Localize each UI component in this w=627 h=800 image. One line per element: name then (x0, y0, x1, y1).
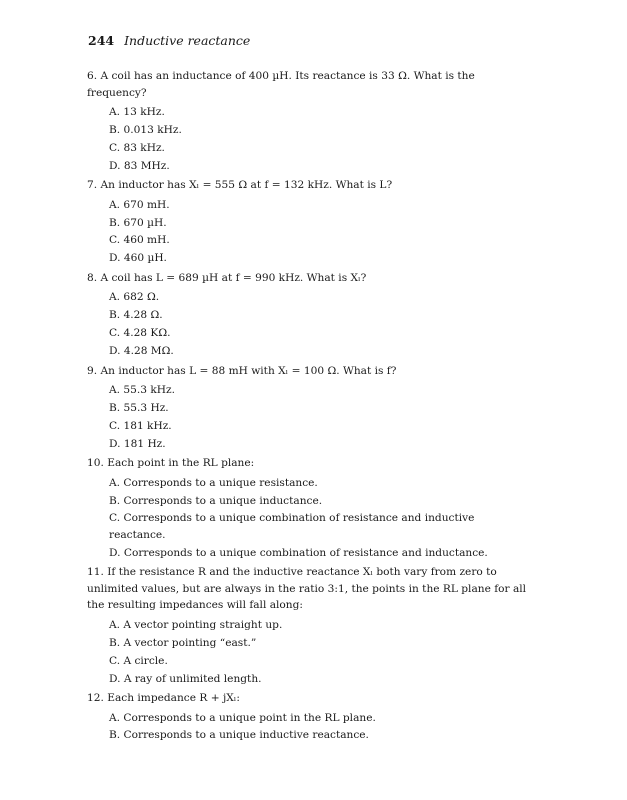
answer-option-a: A. 13 kHz. (109, 106, 165, 118)
answer-option-d: D. 181 Hz. (109, 437, 166, 450)
answer-option-c: C. A circle. (109, 654, 168, 667)
answer-option-c: C. 181 kHz. (109, 419, 172, 432)
question-12 (87, 690, 527, 744)
question-number: 6. (87, 70, 98, 82)
question-stem (87, 68, 527, 101)
answer-option-c: C. 83 kHz. (109, 141, 165, 154)
answer-option-a: A. A vector pointing straight up. (109, 618, 283, 631)
question-10 (87, 455, 527, 561)
running-header (88, 33, 250, 48)
answer-option-b: B. 670 µH. (109, 216, 167, 229)
answer-option-c: C. 460 mH. (109, 234, 170, 247)
question-text: Each point in the RL plane: (107, 457, 255, 470)
question-9 (87, 363, 527, 453)
answer-option-d: D. 4.28 MΩ. (109, 345, 174, 358)
question-text: A coil has L = 689 µH at f = 990 kHz. What is Xₗ? (100, 271, 367, 284)
page-number: 244 (88, 33, 115, 48)
question-text: An inductor has Xₗ = 555 Ω at f = 132 kHz. What is L? (100, 179, 393, 192)
answer-option-a: A. 55.3 kHz. (109, 384, 175, 397)
question-stem (87, 270, 527, 287)
question-text: A coil has an inductance of 400 µH. Its reactance is 33 Ω. What is the frequency? (87, 70, 475, 99)
answer-option-a: A. 670 mH. (109, 198, 170, 211)
question-stem (87, 564, 527, 614)
question-text: If the resistance R and the inductive reactance Xₗ both vary from zero to unlimited values, but are always in the ratio 3:1, the points in the RL plane for all the resulting impedances will fall along: (87, 566, 527, 612)
answer-option-b: B. 55.3 Hz. (109, 401, 169, 414)
answer-option-b: B. Corresponds to a unique inductive reactance. (109, 729, 369, 742)
question-stem (87, 455, 527, 472)
answer-option-c: C. Corresponds to a unique combination of resistance and inductive reactance. (109, 512, 475, 541)
question-8 (87, 270, 527, 360)
answer-option-b: B. A vector pointing “east.” (109, 636, 257, 649)
question-stem (87, 177, 527, 194)
answer-option-c: C. 4.28 KΩ. (109, 327, 171, 340)
question-stem (87, 690, 527, 707)
question-6 (87, 68, 527, 174)
answer-option-d: D. A ray of unlimited length. (109, 672, 262, 685)
question-text: Each impedance R + jXₗ: (107, 692, 240, 705)
question-text: An inductor has L = 88 mH with Xₗ = 100 Ω. What is f? (100, 364, 397, 377)
question-number: 8. (87, 271, 98, 284)
answer-option-a: A. Corresponds to a unique resistance. (109, 476, 318, 489)
answer-option-d: D. 460 µH. (109, 252, 167, 265)
answer-option-b: B. 4.28 Ω. (109, 309, 163, 322)
answer-option-d: D. 83 MHz. (109, 159, 170, 172)
question-stem (87, 363, 527, 380)
question-number: 7. (87, 179, 98, 192)
answer-option-a: A. 682 Ω. (109, 291, 160, 304)
answer-option-a: A. Corresponds to a unique point in the RL plane. (109, 711, 376, 724)
question-number: 11. (87, 566, 104, 579)
question-7 (87, 177, 527, 267)
question-number: 9. (87, 364, 98, 377)
question-list (87, 68, 527, 747)
answer-option-d: D. Corresponds to a unique combination of resistance and inductance. (109, 546, 488, 559)
chapter-title: Inductive reactance (124, 33, 251, 48)
answer-option-b: B. 0.013 kHz. (109, 123, 182, 136)
question-number: 12. (87, 692, 104, 705)
answer-option-b: B. Corresponds to a unique inductance. (109, 494, 323, 507)
question-11 (87, 564, 527, 687)
question-number: 10. (87, 457, 104, 470)
